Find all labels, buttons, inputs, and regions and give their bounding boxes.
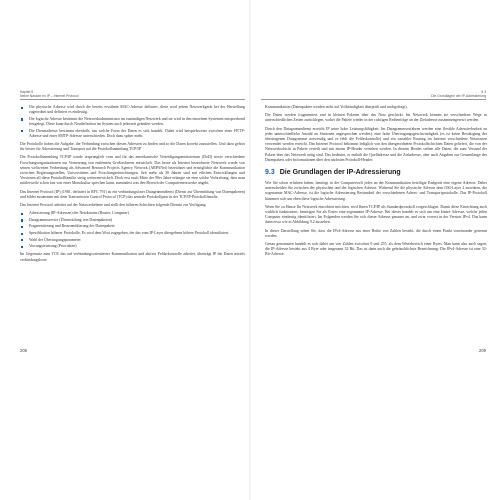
left-body <box>20 105 245 266</box>
paragraph: Wenn Sie zu Hause Ihr Netzwerk einrichten möchten, wird Ihnen TCP/IP als Standardprotokoll vorgeschlagen. Damit diese Einrichtung auch wirklich funktioniert, benötigen Sie als Erstes eine sogenannte IP-Adresse. Bei dieser handelt es sich um eine binäre Adresse, welche jeden Computer eindeutig identifiziert. Im Folgenden werden Sie sich dieser Adresse genauer an, und zwar vorerst in der Version IPv4. Das kann dann etwa wie in Abbildung 9.2 aussehen. <box>265 204 487 225</box>
right-running-header <box>431 90 486 98</box>
bullet-icon <box>21 219 23 221</box>
paragraph: Durch den Datagrammdienst erreicht IP seine hohe Leistungsfähigkeit. Im Datagrammverfahren werden eine flexible Adressierbarkeit zu jeder unterschiedliche Anzahl an Stationen angesprochen werden), eine hohe Übertragungsgeschwindigkeit (es ist keine Bestätigung der übertragenen Datagramme notwendig und es fehlt die Fehlerkontrolle) und ein variabler Routing im Internet verschiedene Netzrouten verwendet werden erreicht. Das Internet Protocol bekommt lediglich von den übergeordneten Protokollschichten Daten geliefert, die von der Netzwerkschicht in Pakete verteilt und mit einem IP-Header versehen werden. In diesem Header stehen alle Daten, die zum Versand der Pakete über das Netzwerk nötig sind. Das bedeutet, er enthält die Quelladresse und die Zieladresse, aber auch Angaben zur Gesamtlänge des Datenpakets oder Informationen über den nächsten Protokoll-Header. <box>265 126 487 162</box>
bullet-icon <box>21 118 23 120</box>
right-page <box>250 0 500 500</box>
list-item: Die Dienstadresse bestimmt ebenfalls, um welche Form der Daten es sich handelt. Dabei wird beispielsweise zwischen einer HTTP-Adresse und einer SMTP-Adresse unterschieden. Doch dazu später mehr. <box>20 129 245 139</box>
section-number: 9.3 <box>265 169 275 177</box>
bullet-icon <box>21 246 23 248</box>
section-title: Die Grundlagen der IP-Adressierung <box>279 169 401 177</box>
section-number-label: 9.3 <box>481 90 486 94</box>
paragraph: In dieser Darstellung sehen Sie, dass die IPv4-Adresse aus einer Reihe von Zahlen besteht, die durch einen Punkt voneinander getrennt werden. <box>265 228 487 238</box>
bullet-icon <box>21 107 23 109</box>
header-rule <box>261 99 486 100</box>
bullet-icon <box>21 233 23 235</box>
list-item: Die physische Adresse wird durch die bereits erwähnte MAC-Adresse definiert, diese wird jedem Netzwerkgerät bei der Herstellung zugeordnet und definiert es eindeutig. <box>20 105 245 115</box>
left-running-header <box>20 90 79 98</box>
right-body <box>265 105 487 261</box>
section-title-label: Die Grundlagen der IP-Adressierung <box>431 94 486 99</box>
list-item: Vorrangsteuerung (Prioritäten) <box>20 244 245 249</box>
page-number: 208 <box>20 348 27 353</box>
list-item: Fragmentierung und Reassemblierung der Datenpakete <box>20 224 245 229</box>
paragraph: Die Protokolle haben die Aufgabe, die Verbindung zwischen diesen Adressen zu finden und so die Daten korrekt zuzustellen. Und dazu gehört für besser für Adressierung und Transport auf die Protokollsammlung TCP/IP. <box>20 142 245 152</box>
list-item: Wahl der Übertragungsparameter <box>20 238 245 243</box>
bullet-icon <box>21 130 23 132</box>
list-item: Die logische Adresse bestimmt die Netzwerkadministrator im zuständigen Netzwerk und sie wird in den einzelnen Systemen entsprechend festgelegt. Diese kann durch Neudefinition im System auch jederzeit geändert werden. <box>20 117 245 127</box>
services-bullet-list <box>20 211 245 249</box>
paragraph: Im Gegensatz zum TCP, das auf verbindungsorientierter Kommunikation und aktiver Fehlerkontrolle arbeitet, überträgt IP die Daten mittels verbindungsloser <box>20 252 245 262</box>
paragraph: Genau genommen handelt es sich dabei um vier Zahlen zwischen 0 und 255, als dem Wertebereich einer Bytes. Man kann also auch sagen, die IP-Adresse besteht aus 4 Byte oder insgesamt 32 Bit. Das ist dann auch die gebräuchlichste Bezeichnung: Die IPv4-Adresse ist eine 32-Bit-Adresse. <box>265 242 487 257</box>
chapter-subtitle: Netze Nassen ex IP – Internet Protocol <box>20 94 79 99</box>
paragraph: Das Internet Protocol (IP) (1981, definiert in RFC 791) ist ein verbindungsloser Datagrammdienst (Dienst zur Übermittlung von Datenpaketen) und bildet zusammen mit dem Transmission Control Protocol (TCP) das zentrale Protokollpaar in der TCP/IP-Protokollfamilie. <box>20 189 245 199</box>
bullet-icon <box>21 213 23 215</box>
paragraph: Die Protokollsammlung TCP/IP wurde ursprünglich vom und für das amerikanische Verteidigungsministerium (DoD) sowie verschiedene Forschungsorganisationen zur Vernetzung von entfernten Großrechnern entwickelt. Das heute als Internet bezeichnete Netzwerk wurde von seinen weltweiten Verbreitung als Advanced Research Projects Agency Network (ARPANet) bezeichnet und ermöglichte die Kommunikation zwischen Regierungsstellen, Universitäten und Forschungseinrichtungen. Seit mehr als 30 Jahren sind mit etlichen Entwicklungen und Versionen all diese Protokollfamilie stetig weiterentwickelt. Doch erst nach Mitte der 90er Jahre erlangte sie eine solche Verbreitung, dass man mittlerweile schon fast von einer Monokultur sprechen kann, zumindest was den Bereich der Computernetzwerke angeht. <box>20 155 245 186</box>
header-rule <box>20 99 245 100</box>
page-number: 209 <box>479 348 486 353</box>
paragraph: Das Internet Protocol arbeitet auf der Netzwerkebene und stellt den höheren Schichten folgende Dienste zur Verfügung: <box>20 203 207 208</box>
section-heading <box>265 169 487 177</box>
chapter-label: Kapitel 9 <box>20 90 34 94</box>
paragraph: Wie Sie schon erfahren haben, benötigt in der Computerwelt jedes an der Kommunikation beteiligte Endgerät eine eigene Adresse. Dabei unterscheiden Sie zwischen der physischen und der logischen Adresse. Während Sie die physische Adresse dem OSI-Layer 2 zuordnen, die sogenannte MAC-Adresse, ist die logische Adressierung Bestandteil der verschiedenen Adress- und Transportprotokolle. Das IP-Protokoll kümmert sich um eben diese logische Adressierung. <box>265 181 487 201</box>
bullet-icon <box>21 226 23 228</box>
bullet-icon <box>21 239 23 241</box>
address-bullet-list <box>20 105 245 139</box>
list-item: Adressierung (IP-Adressen) der Netzknoten (Router, Computer) <box>20 211 245 216</box>
list-item: Spezifikation höherer Protokolle. Es wird dem Wort zugegeben, der das vom IP-Layer übergebene höhere Protokoll identifiziert. <box>20 231 245 236</box>
paragraph: Kommunikation (Datenpakete werden nicht auf Vollständigkeit überprüft und nachgefragt). <box>265 105 408 109</box>
list-item: Datagrammservice (Übermittlung von Datenpaketen) <box>20 218 245 223</box>
paragraph: Die Daten werden fragmentiert und in kleinen Paketen über das Netz geschickt. Im Netzwerk können sie verschiedene Wege in unterschiedlichen Zeiten zurücklegen, wobei die Pakete wieder in der richtigen Reihenfolge an der Zieladresse zusammengesetzt werden. <box>265 113 487 123</box>
